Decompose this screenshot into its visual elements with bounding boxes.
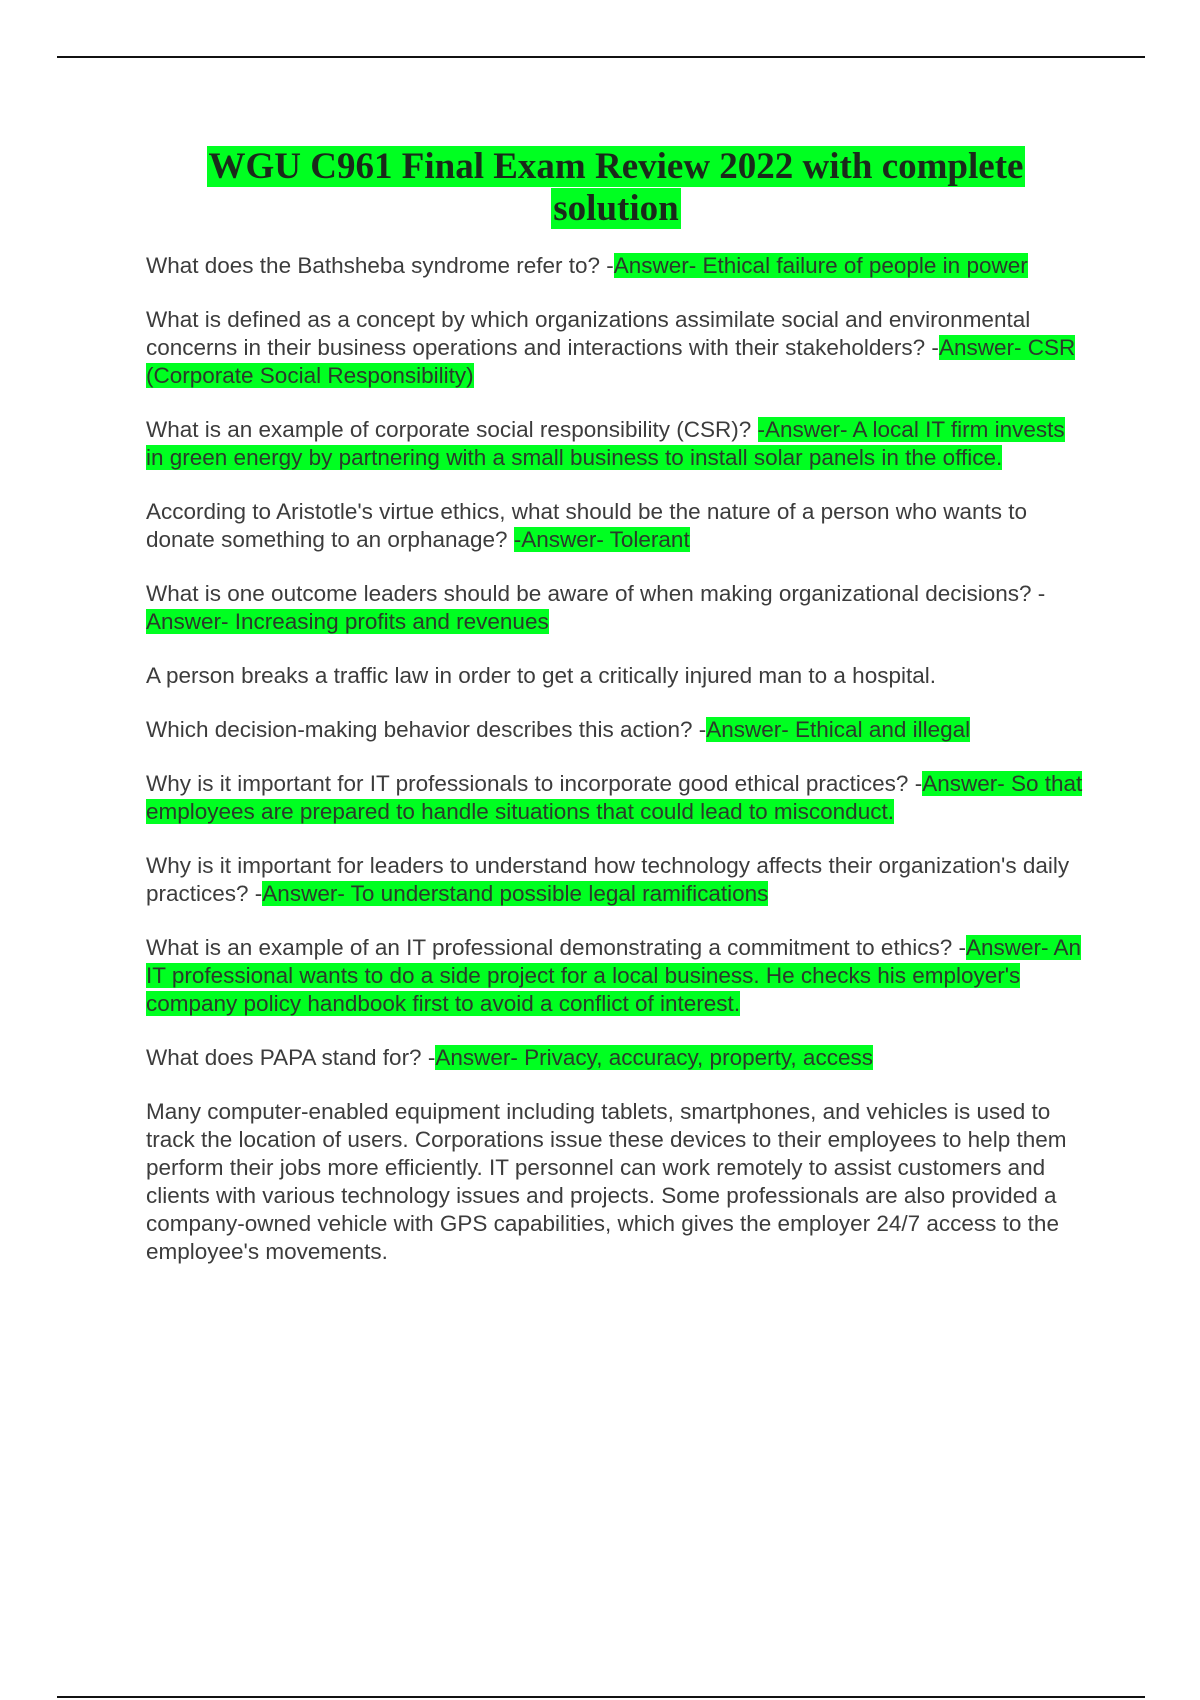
qa-item-3: [146, 416, 1086, 472]
answer-text: Answer- Ethical failure of people in power: [613, 253, 1028, 278]
bottom-rule: [57, 1696, 1145, 1698]
qa-item-1: [146, 252, 1086, 280]
top-rule: [57, 56, 1145, 58]
question-text: What is an example of an IT professional demonstrating a commitment to ethics? -: [146, 935, 966, 960]
qa-item-6: [146, 716, 1086, 744]
scenario-text: A person breaks a traffic law in order to get a critically injured man to a hospital.: [146, 663, 936, 688]
answer-text: Answer- Ethical and illegal: [706, 717, 971, 742]
question-text: What does PAPA stand for? -: [146, 1045, 436, 1070]
question-text: What is an example of corporate social responsibility (CSR)?: [146, 417, 758, 442]
qa-item-10: [146, 1044, 1086, 1072]
qa-item-7: [146, 770, 1086, 826]
qa-item-8: [146, 852, 1086, 908]
answer-text: Answer- To understand possible legal ramifications: [262, 881, 769, 906]
qa-item-2: [146, 306, 1086, 390]
qa-item-4: [146, 498, 1086, 554]
question-text: Why is it important for leaders to understand how technology affects their organization's daily practices? -: [146, 853, 1070, 906]
question-text: What is one outcome leaders should be aware of when making organizational decisions? -: [146, 581, 1046, 606]
question-text: Why is it important for IT professionals to incorporate good ethical practices? -: [146, 771, 923, 796]
question-text: Which decision-making behavior describes this action? -: [146, 717, 707, 742]
answer-text: Answer- So that employees are prepared to handle situations that could lead to misconduct.: [146, 771, 1083, 824]
document-body: [146, 146, 1086, 1292]
answer-text: Answer- Privacy, accuracy, property, access: [435, 1045, 873, 1070]
document-title: [146, 146, 1086, 230]
answer-text: -Answer- Tolerant: [513, 527, 690, 552]
question-text: According to Aristotle's virtue ethics, what should be the nature of a person who wants to donate something to an orphanage?: [146, 499, 1028, 552]
question-text: What is defined as a concept by which organizations assimilate social and environmental concerns in their business operations and interactions with their stakeholders? -: [146, 307, 1031, 360]
answer-text: Answer- Increasing profits and revenues: [146, 609, 549, 634]
answer-text: Answer- An IT professional wants to do a side project for a local business. He checks his employer's company policy handbook first to avoid a conflict of interest.: [146, 935, 1082, 1016]
closing-paragraph: Many computer-enabled equipment including tablets, smartphones, and vehicles is used to track the location of users. Corporations issue these devices to their employees to help them perform their jobs more efficiently. IT personnel can work remotely to assist customers and clients with various technology issues and projects. Some professionals are also provided a company-owned vehicle with GPS capabilities, which gives the employer 24/7 access to the employee's movements.: [146, 1099, 1067, 1264]
answer-text: Answer- CSR (Corporate Social Responsibility): [146, 335, 1076, 388]
question-text: What does the Bathsheba syndrome refer to? -: [146, 253, 614, 278]
title-text: WGU C961 Final Exam Review 2022 with complete solution: [208, 146, 1024, 229]
qa-item-5: [146, 580, 1086, 636]
answer-text: -Answer- A local IT firm invests in green energy by partnering with a small business to install solar panels in the office.: [146, 417, 1065, 470]
qa-item-9: [146, 934, 1086, 1018]
